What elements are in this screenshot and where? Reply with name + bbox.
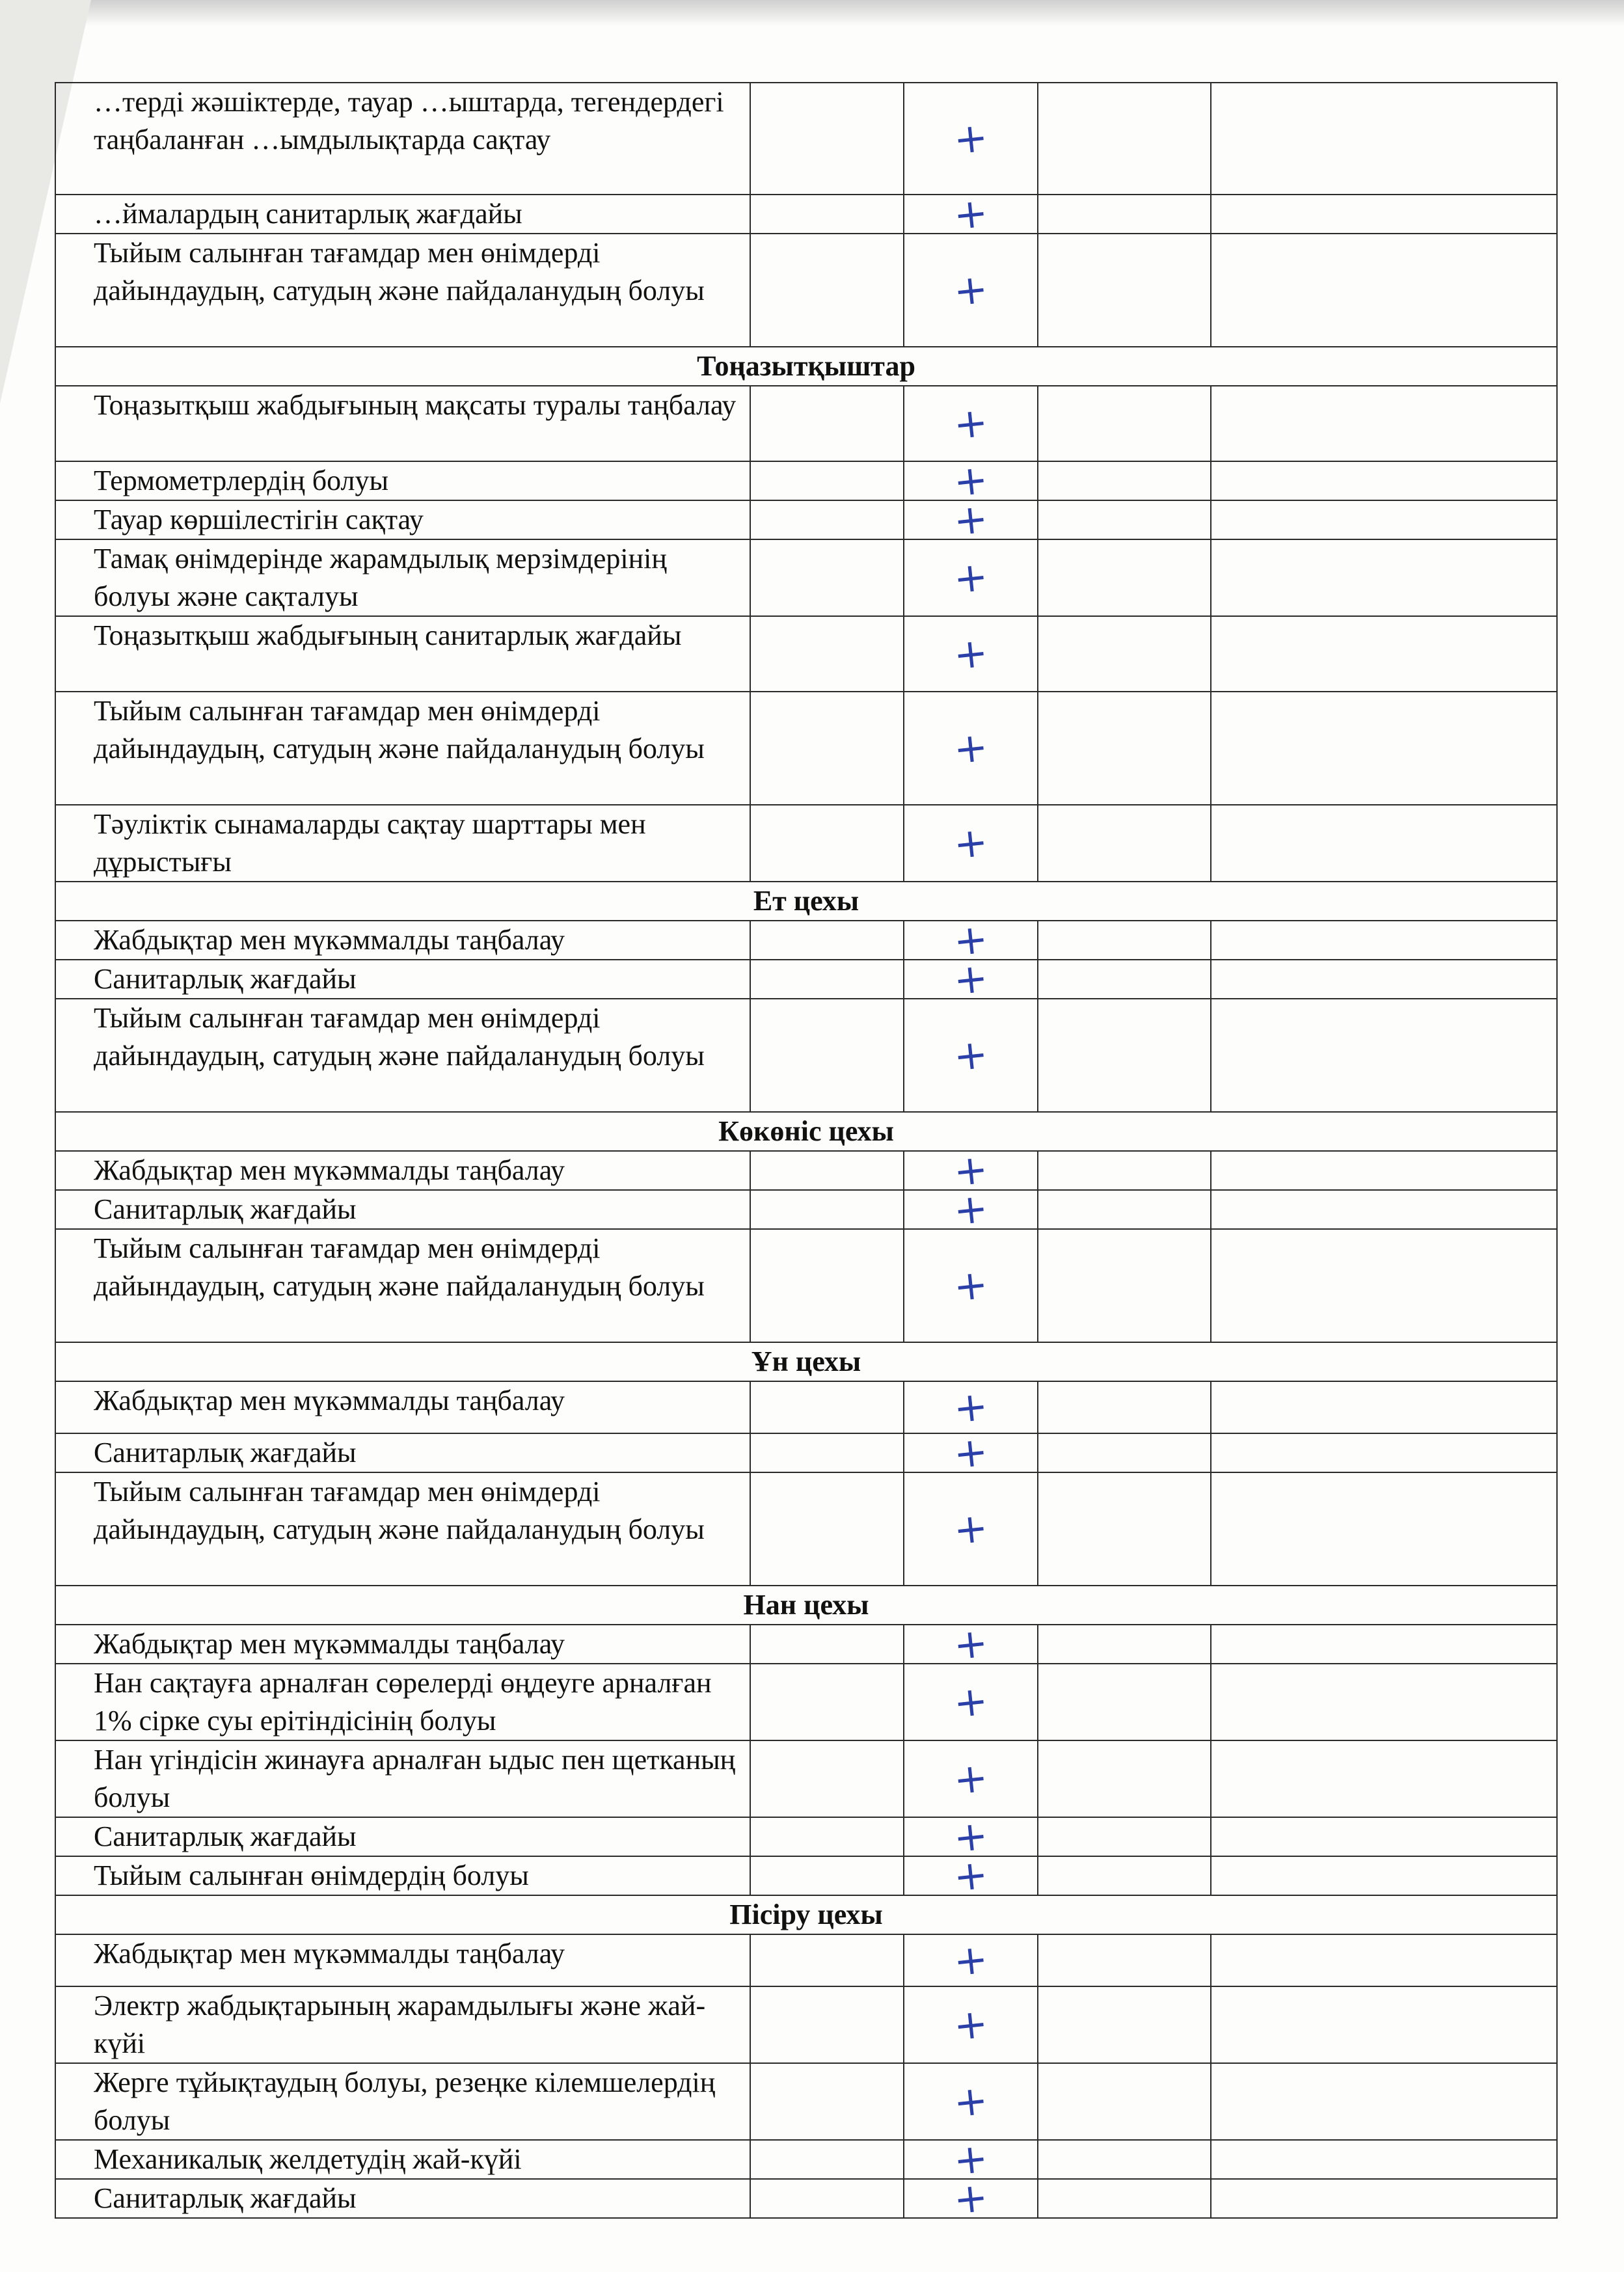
requirement-text: Тыйым салынған тағамдар мен өнімдерді дайындаудың, сатудың және пайдаланудың болуы xyxy=(55,234,750,347)
handwritten-plus-mark: + xyxy=(951,1427,990,1478)
handwritten-plus-mark: + xyxy=(951,2076,990,2127)
col-not-applicable xyxy=(750,616,904,692)
table-row xyxy=(55,616,1557,692)
col-not-applicable xyxy=(750,234,904,347)
col-noncompliance xyxy=(1038,1433,1211,1472)
col-not-applicable xyxy=(750,805,904,882)
col-compliance-mark xyxy=(904,2063,1038,2140)
col-compliance-mark xyxy=(904,1144,1038,1196)
col-noncompliance xyxy=(1038,500,1211,539)
requirement-text: Тамақ өнімдерінде жарамдылық мерзімдерінің болуы және сақталуы xyxy=(55,539,750,616)
requirement-text: Электр жабдықтарының жарамдылығы және жай-күйі xyxy=(55,1986,750,2063)
requirement-text: Тоңазытқыш жабдығының санитарлық жағдайы xyxy=(55,616,750,692)
handwritten-plus-mark: + xyxy=(951,1618,990,1670)
handwritten-plus-mark: + xyxy=(951,264,990,316)
col-compliance-mark xyxy=(904,1618,1038,1670)
col-notes xyxy=(1211,234,1557,347)
table-row xyxy=(55,1151,1557,1190)
col-notes xyxy=(1211,1934,1557,1986)
col-notes xyxy=(1211,692,1557,805)
col-compliance-mark xyxy=(904,234,1038,347)
col-noncompliance xyxy=(1038,1151,1211,1190)
table-row xyxy=(55,234,1557,347)
table-row xyxy=(55,692,1557,805)
col-notes xyxy=(1211,2179,1557,2218)
col-compliance-mark xyxy=(904,616,1038,692)
requirement-text: Жабдықтар мен мүкәммалды таңбалау xyxy=(55,1151,750,1190)
col-notes xyxy=(1211,1472,1557,1586)
col-notes xyxy=(1211,500,1557,539)
scan-top-edge xyxy=(0,0,1624,26)
section-header-row xyxy=(55,1586,1557,1625)
col-notes xyxy=(1211,1740,1557,1817)
requirement-text: Жерге тұйықтаудың болуы, резеңке кілемшелердің болуы xyxy=(55,2063,750,2140)
col-noncompliance xyxy=(1038,1934,1211,1986)
handwritten-plus-mark: + xyxy=(951,2172,990,2224)
col-compliance-mark xyxy=(904,1381,1038,1433)
col-noncompliance xyxy=(1038,921,1211,960)
section-header-row xyxy=(55,1112,1557,1151)
table-row xyxy=(55,1664,1557,1740)
handwritten-plus-mark: + xyxy=(951,628,990,679)
section-title: Тоңазытқыштар xyxy=(55,347,1557,386)
col-not-applicable xyxy=(750,1433,904,1472)
col-compliance-mark xyxy=(904,1850,1038,1901)
section-header-row xyxy=(55,1895,1557,1934)
col-compliance-mark xyxy=(904,1183,1038,1235)
handwritten-plus-mark: + xyxy=(951,1676,990,1727)
col-noncompliance xyxy=(1038,1625,1211,1664)
table-row xyxy=(55,461,1557,500)
col-compliance-mark xyxy=(904,188,1038,239)
handwritten-plus-mark: + xyxy=(951,1381,990,1433)
col-noncompliance xyxy=(1038,1664,1211,1740)
col-not-applicable xyxy=(750,386,904,461)
col-notes xyxy=(1211,386,1557,461)
col-not-applicable xyxy=(750,1664,904,1740)
handwritten-plus-mark: + xyxy=(951,914,990,966)
table-row xyxy=(55,83,1557,195)
handwritten-plus-mark: + xyxy=(951,113,990,164)
handwritten-plus-mark: + xyxy=(951,2133,990,2185)
col-not-applicable xyxy=(750,1381,904,1433)
col-not-applicable xyxy=(750,1472,904,1586)
table-row xyxy=(55,2063,1557,2140)
handwritten-plus-mark: + xyxy=(951,1144,990,1196)
section-title: Көкөніс цехы xyxy=(55,1112,1557,1151)
col-not-applicable xyxy=(750,1740,904,1817)
col-not-applicable xyxy=(750,2179,904,2218)
section-title: Пісіру цехы xyxy=(55,1895,1557,1934)
col-noncompliance xyxy=(1038,386,1211,461)
handwritten-plus-mark: + xyxy=(951,1503,990,1554)
section-header-row xyxy=(55,882,1557,921)
table-row xyxy=(55,1856,1557,1895)
col-notes xyxy=(1211,1381,1557,1433)
col-noncompliance xyxy=(1038,539,1211,616)
handwritten-plus-mark: + xyxy=(951,1934,990,1986)
col-noncompliance xyxy=(1038,1381,1211,1433)
col-not-applicable xyxy=(750,1151,904,1190)
requirement-text: Тыйым салынған тағамдар мен өнімдерді дайындаудың, сатудың және пайдаланудың болуы xyxy=(55,999,750,1112)
table-row xyxy=(55,1934,1557,1986)
col-not-applicable xyxy=(750,1229,904,1342)
table-row xyxy=(55,386,1557,461)
requirement-text: Санитарлық жағдайы xyxy=(55,1190,750,1229)
col-notes xyxy=(1211,1190,1557,1229)
requirement-text: Тыйым салынған тағамдар мен өнімдерді дайындаудың, сатудың және пайдаланудың болуы xyxy=(55,692,750,805)
col-compliance-mark xyxy=(904,1986,1038,2063)
table-row xyxy=(55,1472,1557,1586)
requirement-text: Нан сақтауға арналған сөрелерді өңдеуге арналған 1% сірке суы ерітіндісінің болуы xyxy=(55,1664,750,1740)
col-noncompliance xyxy=(1038,195,1211,234)
col-compliance-mark xyxy=(904,83,1038,195)
col-noncompliance xyxy=(1038,1856,1211,1895)
col-noncompliance xyxy=(1038,960,1211,999)
table-row xyxy=(55,1986,1557,2063)
col-compliance-mark xyxy=(904,1427,1038,1478)
col-notes xyxy=(1211,1229,1557,1342)
handwritten-plus-mark: + xyxy=(951,1029,990,1081)
col-notes xyxy=(1211,2140,1557,2179)
col-notes xyxy=(1211,1625,1557,1664)
requirement-text: Санитарлық жағдайы xyxy=(55,1817,750,1856)
requirement-text: Санитарлық жағдайы xyxy=(55,2179,750,2218)
requirement-text: Тауар көршілестігін сақтау xyxy=(55,500,750,539)
table-row xyxy=(55,195,1557,234)
col-compliance-mark xyxy=(904,805,1038,882)
requirement-text: …терді жәшіктерде, тауар …ыштарда, тегендердегі таңбаланған …ымдылықтарда сақтау xyxy=(55,83,750,195)
col-notes xyxy=(1211,616,1557,692)
col-not-applicable xyxy=(750,2063,904,2140)
requirement-text: Тыйым салынған тағамдар мен өнімдерді дайындаудың, сатудың және пайдаланудың болуы xyxy=(55,1472,750,1586)
col-notes xyxy=(1211,195,1557,234)
requirement-text: Нан үгіндісін жинауға арналған ыдыс пен щетканың болуы xyxy=(55,1740,750,1817)
col-notes xyxy=(1211,1433,1557,1472)
table-row xyxy=(55,1229,1557,1342)
col-notes xyxy=(1211,1151,1557,1190)
col-compliance-mark xyxy=(904,999,1038,1112)
requirement-text: …ймалардың санитарлық жағдайы xyxy=(55,195,750,234)
table-row xyxy=(55,960,1557,999)
handwritten-plus-mark: + xyxy=(951,552,990,603)
col-not-applicable xyxy=(750,83,904,195)
requirement-text: Механикалық желдетудің жай-күйі xyxy=(55,2140,750,2179)
col-noncompliance xyxy=(1038,999,1211,1112)
col-not-applicable xyxy=(750,1934,904,1986)
col-notes xyxy=(1211,805,1557,882)
col-compliance-mark xyxy=(904,2133,1038,2185)
col-noncompliance xyxy=(1038,1472,1211,1586)
col-compliance-mark xyxy=(904,1740,1038,1817)
col-compliance-mark xyxy=(904,953,1038,1005)
col-not-applicable xyxy=(750,539,904,616)
col-noncompliance xyxy=(1038,1190,1211,1229)
col-noncompliance xyxy=(1038,2179,1211,2218)
col-notes xyxy=(1211,1856,1557,1895)
section-title: Ет цехы xyxy=(55,882,1557,921)
col-compliance-mark xyxy=(904,2172,1038,2224)
section-title: Ұн цехы xyxy=(55,1342,1557,1381)
handwritten-plus-mark: + xyxy=(951,1811,990,1862)
col-noncompliance xyxy=(1038,1740,1211,1817)
col-not-applicable xyxy=(750,999,904,1112)
col-notes xyxy=(1211,2063,1557,2140)
section-header-row xyxy=(55,347,1557,386)
requirement-text: Тыйым салынған тағамдар мен өнімдерді дайындаудың, сатудың және пайдаланудың болуы xyxy=(55,1229,750,1342)
handwritten-plus-mark: + xyxy=(951,455,990,506)
table-row xyxy=(55,2179,1557,2218)
col-compliance-mark xyxy=(904,494,1038,545)
col-not-applicable xyxy=(750,195,904,234)
col-not-applicable xyxy=(750,1986,904,2063)
table-row xyxy=(55,805,1557,882)
col-noncompliance xyxy=(1038,234,1211,347)
col-noncompliance xyxy=(1038,616,1211,692)
col-notes xyxy=(1211,1664,1557,1740)
handwritten-plus-mark: + xyxy=(951,398,990,449)
col-compliance-mark xyxy=(904,1664,1038,1740)
table-row xyxy=(55,539,1557,616)
col-noncompliance xyxy=(1038,2140,1211,2179)
table-row xyxy=(55,921,1557,960)
handwritten-plus-mark: + xyxy=(951,1260,990,1311)
section-title: Нан цехы xyxy=(55,1586,1557,1625)
handwritten-plus-mark: + xyxy=(951,188,990,239)
requirement-text: Жабдықтар мен мүкәммалды таңбалау xyxy=(55,1934,750,1986)
col-notes xyxy=(1211,1986,1557,2063)
col-notes xyxy=(1211,461,1557,500)
handwritten-plus-mark: + xyxy=(951,1850,990,1901)
col-compliance-mark xyxy=(904,914,1038,966)
col-not-applicable xyxy=(750,461,904,500)
requirement-text: Санитарлық жағдайы xyxy=(55,960,750,999)
requirement-text: Тоңазытқыш жабдығының мақсаты туралы таңбалау xyxy=(55,386,750,461)
col-notes xyxy=(1211,960,1557,999)
handwritten-plus-mark: + xyxy=(951,722,990,774)
table-row xyxy=(55,1190,1557,1229)
col-notes xyxy=(1211,539,1557,616)
col-compliance-mark xyxy=(904,455,1038,506)
col-not-applicable xyxy=(750,1625,904,1664)
col-noncompliance xyxy=(1038,461,1211,500)
col-not-applicable xyxy=(750,1817,904,1856)
col-noncompliance xyxy=(1038,83,1211,195)
col-notes xyxy=(1211,999,1557,1112)
table-row xyxy=(55,1625,1557,1664)
handwritten-plus-mark: + xyxy=(951,1999,990,2050)
col-noncompliance xyxy=(1038,1229,1211,1342)
requirement-text: Тәуліктік сынамаларды сақтау шарттары мен дұрыстығы xyxy=(55,805,750,882)
col-compliance-mark xyxy=(904,1811,1038,1862)
col-noncompliance xyxy=(1038,2063,1211,2140)
col-noncompliance xyxy=(1038,1817,1211,1856)
handwritten-plus-mark: + xyxy=(951,817,990,869)
col-notes xyxy=(1211,83,1557,195)
requirement-text: Жабдықтар мен мүкәммалды таңбалау xyxy=(55,921,750,960)
table-row xyxy=(55,1740,1557,1817)
col-not-applicable xyxy=(750,1190,904,1229)
table-row xyxy=(55,2140,1557,2179)
requirement-text: Термометрлердің болуы xyxy=(55,461,750,500)
col-not-applicable xyxy=(750,960,904,999)
handwritten-plus-mark: + xyxy=(951,1753,990,1804)
requirement-text: Санитарлық жағдайы xyxy=(55,1433,750,1472)
table-row xyxy=(55,999,1557,1112)
handwritten-plus-mark: + xyxy=(951,1183,990,1235)
col-compliance-mark xyxy=(904,692,1038,805)
table-row xyxy=(55,500,1557,539)
inspection-checklist-table xyxy=(55,82,1558,2224)
col-compliance-mark xyxy=(904,1934,1038,1986)
section-header-row xyxy=(55,1342,1557,1381)
col-noncompliance xyxy=(1038,1986,1211,2063)
table-row xyxy=(55,1381,1557,1433)
col-not-applicable xyxy=(750,500,904,539)
col-compliance-mark xyxy=(904,1472,1038,1586)
table-row xyxy=(55,1817,1557,1856)
handwritten-plus-mark: + xyxy=(951,494,990,545)
col-not-applicable xyxy=(750,1856,904,1895)
requirement-text: Тыйым салынған өнімдердің болуы xyxy=(55,1856,750,1895)
handwritten-plus-mark: + xyxy=(951,953,990,1005)
col-compliance-mark xyxy=(904,386,1038,461)
col-not-applicable xyxy=(750,692,904,805)
table-row xyxy=(55,1433,1557,1472)
requirement-text: Жабдықтар мен мүкәммалды таңбалау xyxy=(55,1625,750,1664)
requirement-text: Жабдықтар мен мүкәммалды таңбалау xyxy=(55,1381,750,1433)
col-notes xyxy=(1211,1817,1557,1856)
col-not-applicable xyxy=(750,921,904,960)
col-noncompliance xyxy=(1038,805,1211,882)
col-compliance-mark xyxy=(904,1229,1038,1342)
col-compliance-mark xyxy=(904,539,1038,616)
col-not-applicable xyxy=(750,2140,904,2179)
col-noncompliance xyxy=(1038,692,1211,805)
col-notes xyxy=(1211,921,1557,960)
